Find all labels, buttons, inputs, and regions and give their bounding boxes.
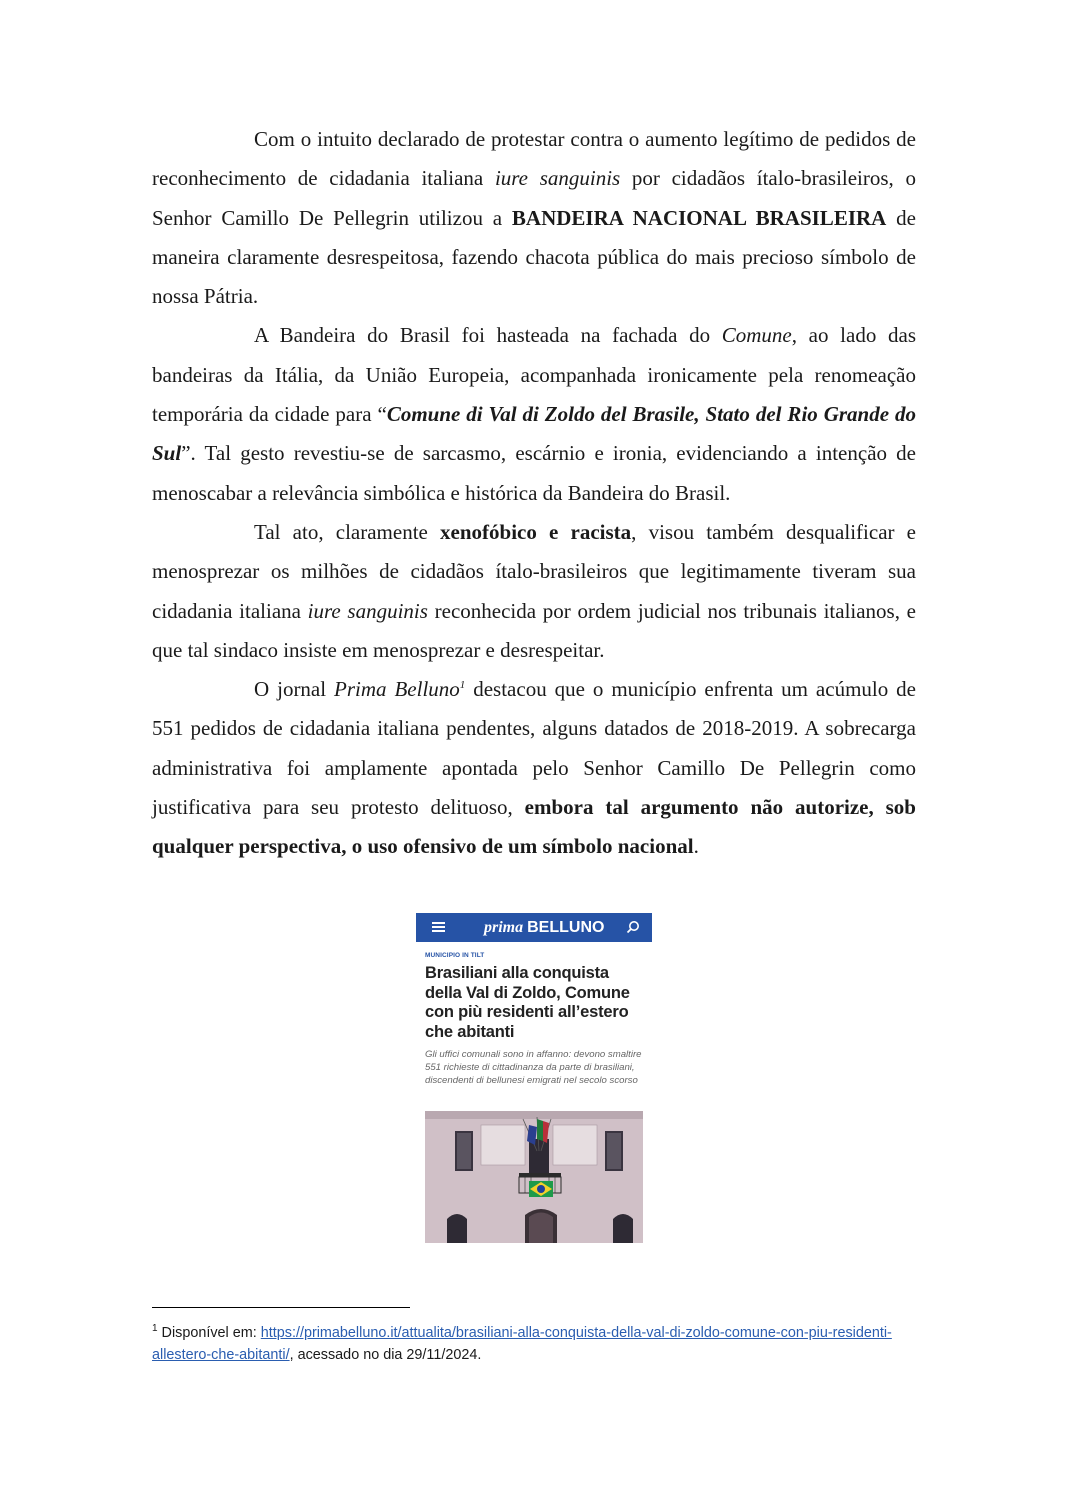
logo-prefix: prima [484,919,524,936]
footnote-separator [152,1307,410,1308]
footnote-link[interactable]: https://primabelluno.it/attualita/brasiliani-alla-conquista-della-val-di-zoldo-comune-con-piu-residenti-allestero-che-abitanti/ [152,1324,892,1363]
menu-icon [432,922,445,933]
text-run: O jornal [254,677,335,702]
text-run: Tal ato, claramente [254,519,441,544]
italic-term: Comune [721,323,792,348]
text-run: ”. Tal gesto revestiu-se de sarcasmo, escárnio e ironia, evidenciando a intenção de menoscabar a relevância simbólica e histórica da Bandeira do Brasil. [152,441,916,505]
text-run: Com o intuito declarado de protestar contra o aumento legítimo de pedidos de reconhecimento de cidadania italiana [152,127,916,191]
text-run: , visou também desqualificar e menosprezar os milhões de cidadãos ítalo-brasileiros que legitimamente tiveram sua cidadania italiana [152,519,916,623]
footnote-suffix: , acessado no dia 29/11/2024. [289,1346,482,1363]
footnote-reference[interactable]: 1 [459,679,466,692]
bold-term: BANDEIRA NACIONAL BRASILEIRA [511,205,887,230]
bold-term: embora tal argumento não autorize, sob qualquer perspectiva, o uso ofensivo de um símbolo nacional [152,795,916,859]
article-screenshot [416,913,652,1243]
town-hall-photo [425,1111,643,1243]
logo-name: BELLUNO [527,919,605,936]
text-run: por cidadãos ítalo-brasileiros, o Senhor Camillo De Pellegrin utilizou a [152,166,916,230]
italic-term: iure sanguinis [494,166,621,191]
footnote-prefix: Disponível em: [157,1324,261,1341]
footnote-number: 1 [152,1323,158,1334]
text-run: . [693,834,699,859]
site-header-bar [416,913,652,942]
paragraph-4 [152,670,916,866]
article-kicker: MUNICIPIO IN TILT [425,952,485,959]
paragraph-3 [152,513,916,670]
text-run: destacou que o município enfrenta um acúmulo de 551 pedidos de cidadania italiana pendentes, alguns datados de 2018-2019. A sobrecarga administrativa foi amplamente apontada pelo Senhor Camillo De Pellegrin como justificativa para seu protesto delituoso, [152,677,916,820]
text-run: reconhecida por ordem judicial nos tribunais italianos, e que tal sindaco insiste em menosprezar e desrespeitar. [152,598,916,662]
article-summary: Gli uffici comunali sono in affanno: devono smaltire 551 richieste di cittadinanza da parte di brasiliani, discendenti di bellunesi emigrati nel secolo scorso [425,1049,642,1086]
article-headline: Brasiliani alla conquista della Val di Zoldo, Comune con più residenti all’estero che abitanti [425,964,630,1041]
paragraph-2 [152,316,916,512]
bold-term: xenofóbico e racista [440,519,632,544]
bold-italic-term: Comune di Val di Zoldo del Brasile, Stato del Rio Grande do Sul [152,402,916,466]
text-run: A Bandeira do Brasil foi hasteada na fachada do [254,323,722,348]
footnote-1 [152,1318,912,1366]
document-body [152,120,916,867]
italic-term: iure sanguinis [307,598,428,623]
search-icon [626,920,640,934]
site-logo [484,917,604,939]
italic-term: Prima Belluno [334,677,460,702]
article-content [416,942,652,1087]
text-run: , ao lado das bandeiras da Itália, da União Europeia, acompanhada ironicamente pela renomeação temporária da cidade para “ [152,323,916,427]
text-run: de maneira claramente desrespeitosa, fazendo chacota pública do mais precioso símbolo de nossa Pátria. [152,205,916,309]
paragraph-1 [152,120,916,316]
